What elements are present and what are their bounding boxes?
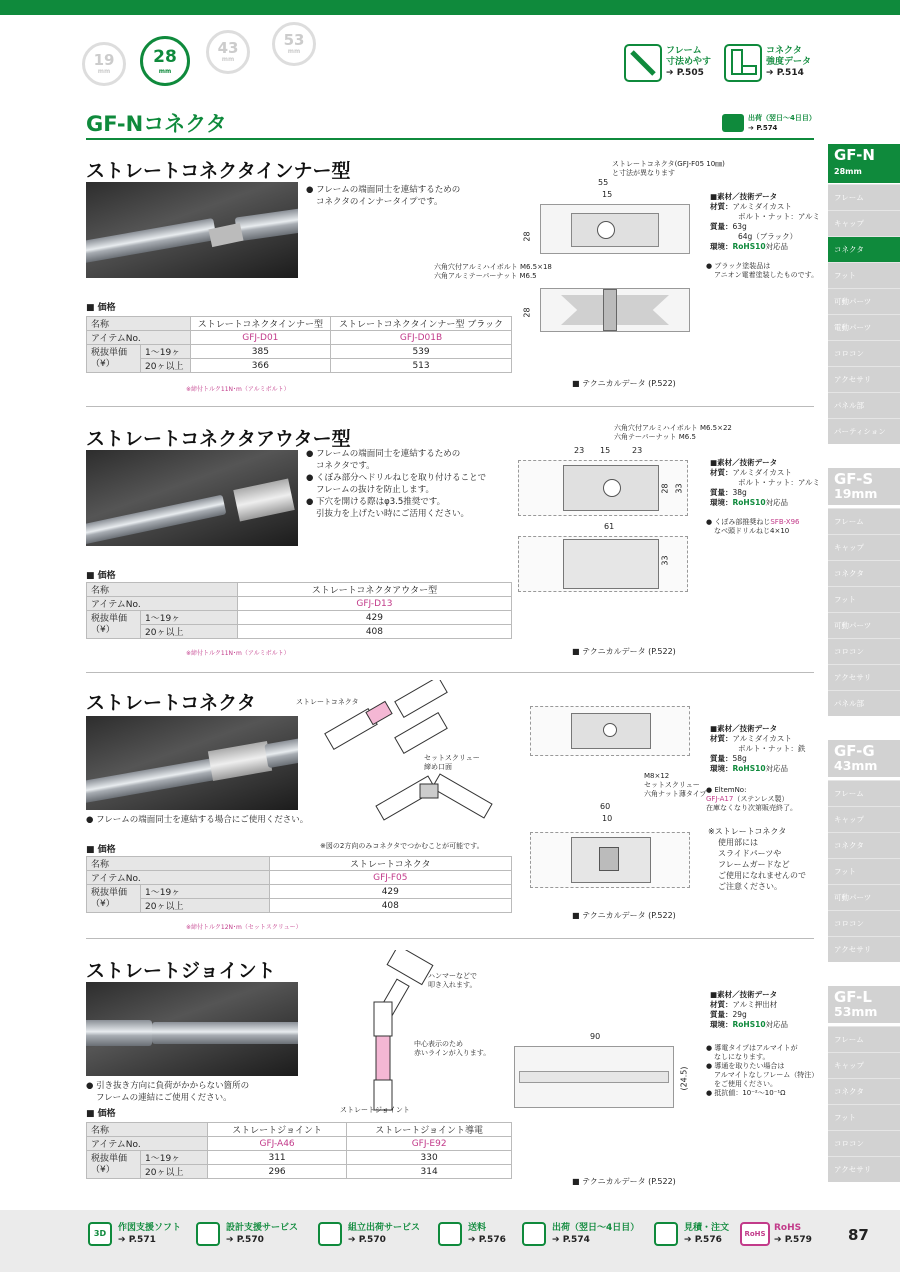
straight-connector-photo <box>86 716 298 810</box>
dim-23-a: 23 <box>574 446 585 455</box>
frame-dimension-ref[interactable]: フレーム 寸法めやす ➔ P.505 <box>666 46 712 78</box>
size-19-badge[interactable]: 19 mm <box>82 42 126 86</box>
inner-price-heading: ■ 価格 <box>86 303 116 313</box>
side-s-accessory[interactable]: アクセサリ <box>828 664 900 690</box>
page-number: 87 <box>848 1226 869 1244</box>
side-l-foot[interactable]: フット <box>828 1104 900 1130</box>
straight-assembly-figure <box>316 680 516 840</box>
inner-bolt-spec: 六角穴付アルミハイボルト M6.5×18 六角アルミテーパーナット M6.5 <box>434 263 552 280</box>
design-support-icon <box>196 1222 220 1246</box>
section-joint-title: ストレートジョイント <box>86 960 276 982</box>
straight-desc: ● フレームの端面同士を連結する場合にご使用ください。 <box>86 815 309 825</box>
section-inner-title: ストレートコネクタインナー型 <box>86 160 351 182</box>
inner-spec: ■素材／技術データ 材質：アルミダイカスト ボルト・ナット：アルミ 質量：63g 64g（ブラック） 環境：RoHS10対応品 <box>710 192 821 251</box>
dim-61: 61 <box>604 522 615 531</box>
rohs-icon: RoHS <box>740 1222 770 1246</box>
size-53-badge[interactable]: 53 mm <box>272 22 316 66</box>
inner-diag-note: ストレートコネクタ(GFJ-F05 10㎜) と寸法が異なります <box>612 160 725 177</box>
joint-desc: ● 引き抜き方向に負荷がかからない箇所の フレームの連結にご使用ください。 <box>86 1081 250 1103</box>
divider-1 <box>86 406 814 407</box>
side-g-frame[interactable]: フレーム <box>828 780 900 806</box>
straight-tech-link[interactable]: ■ テクニカルデータ (P.522) <box>572 911 676 920</box>
dim-60: 60 <box>600 802 611 811</box>
dim-33-a: 33 <box>674 483 684 494</box>
dim-55: 55 <box>598 178 609 187</box>
dim-90: 90 <box>590 1032 601 1041</box>
side-n-foot[interactable]: フット <box>828 262 900 288</box>
side-n-partition[interactable]: パーティション <box>828 418 900 444</box>
straight-joint-photo <box>86 982 298 1076</box>
side-s-moving[interactable]: 可動パーツ <box>828 612 900 638</box>
assembly-icon <box>318 1222 342 1246</box>
outer-price-heading: ■ 価格 <box>86 571 116 581</box>
side-s-cap[interactable]: キャップ <box>828 534 900 560</box>
outer-torque-note: ※締付トルク11N･m（アルミボルト） <box>186 650 290 657</box>
setscrew-label: セットスクリュー 締め口面 <box>424 754 480 771</box>
side-n-panel[interactable]: パネル部 <box>828 392 900 418</box>
footer-shipping-link[interactable]: 送料 ➔ P.576 <box>468 1223 506 1245</box>
dim-28-b: 28 <box>522 307 532 318</box>
footer-quote-link[interactable]: 見積・注文 ➔ P.576 <box>684 1223 730 1245</box>
side-g-foot[interactable]: フット <box>828 858 900 884</box>
inner-diagram-side <box>540 288 690 332</box>
side-l-connector[interactable]: コネクタ <box>828 1078 900 1104</box>
footer-assembly-link[interactable]: 組立出荷サービス ➔ P.570 <box>348 1223 421 1245</box>
section-outer-title: ストレートコネクタアウター型 <box>86 428 351 450</box>
inner-torque-note: ※締付トルク11N･m（アルミボルト） <box>186 386 290 393</box>
straight-eltem-note: ● EltemNo: GFJ-A17（ステンレス製） 在庫なくなり次第販売終了。 <box>706 786 797 812</box>
outer-spec: ■素材／技術データ 材質：アルミダイカスト ボルト・ナット：アルミ 質量：38g 環境：RoHS10対応品 <box>710 458 821 507</box>
straight-price-table: 名称 ストレートコネクタ アイテムNo. GFJ-F05 税抜単価 （¥） 1〜19ヶ 429 20ヶ以上 408 <box>86 856 512 913</box>
side-n-connector[interactable]: コネクタ <box>828 236 900 262</box>
straight-price-heading: ■ 価格 <box>86 845 116 855</box>
side-gfg-head[interactable]: GF-G 43mm <box>828 740 900 777</box>
joint-conductive-note: ● 導電タイプはアルマイトが なしになります。 ● 導通を取りたい場合は アルマイトなしフレーム（特注） をご使用ください。 ● 抵抗値：10⁻²〜10⁻¹Ω <box>706 1044 819 1097</box>
dim-28-a: 28 <box>522 231 532 242</box>
side-s-connector[interactable]: コネクタ <box>828 560 900 586</box>
footer-rohs-link[interactable]: RoHS ➔ P.579 <box>774 1223 812 1245</box>
3d-icon: 3D <box>88 1222 112 1246</box>
size-43-badge[interactable]: 43 mm <box>206 30 250 74</box>
straight-label: ストレートコネクタ <box>296 698 359 706</box>
side-gfs-head[interactable]: GF-S 19mm <box>828 468 900 505</box>
side-n-corocon[interactable]: コロコン <box>828 340 900 366</box>
outer-connector-photo <box>86 450 298 546</box>
side-s-frame[interactable]: フレーム <box>828 508 900 534</box>
inner-diagram-top <box>540 204 690 254</box>
outer-tech-link[interactable]: ■ テクニカルデータ (P.522) <box>572 647 676 656</box>
joint-spec: ■素材／技術データ 材質：アルミ押出材 質量：29g 環境：RoHS10対応品 <box>710 990 789 1029</box>
quote-order-icon <box>654 1222 678 1246</box>
outer-price-table: 名称 ストレートコネクタアウター型 アイテムNo. GFJ-D13 税抜単価 （¥） 1〜19ヶ 429 20ヶ以上 408 <box>86 582 512 639</box>
truck-icon <box>722 114 744 132</box>
side-gfg-list <box>828 780 900 962</box>
footer-design-link[interactable]: 設計支援サービス ➔ P.570 <box>226 1223 299 1245</box>
divider-2 <box>86 672 814 673</box>
inner-price-table: 名称 ストレートコネクタインナー型 ストレートコネクタインナー型 ブラック アイテムNo. GFJ-D01 GFJ-D01B 税抜単価 （¥） 1〜19ヶ 385 539 20ヶ以上 366 513 <box>86 316 512 373</box>
outer-screw-note: ● くぼみ部推奨ねじSFB-X96 なべ頭ドリルねじ4×10 <box>706 518 800 535</box>
dim-15: 15 <box>602 190 613 199</box>
outer-desc: ● フレームの端面同士を連結するための コネクタです。 ● くぼみ部分へドリルねじを取り付けることで フレームの抜けを防止します。 ● 下穴を開ける際はφ3.5推奨です。 引抜力を上げたい時にご活用ください。 <box>306 449 487 519</box>
joint-diagram <box>514 1046 674 1108</box>
side-g-accessory[interactable]: アクセサリ <box>828 936 900 962</box>
dim-28-c: 28 <box>660 483 670 494</box>
side-g-connector[interactable]: コネクタ <box>828 832 900 858</box>
page-title: GF-Nコネクタ <box>86 112 227 136</box>
connector-strength-ref[interactable]: コネクタ 強度データ ➔ P.514 <box>766 46 812 78</box>
hammer-note: ハンマーなどで 叩き入れます。 <box>428 972 477 989</box>
side-gfl-list <box>828 1026 900 1182</box>
footer-delivery-link[interactable]: 出荷（翌日〜4日目） ➔ P.574 <box>552 1223 640 1245</box>
side-g-corocon[interactable]: コロコン <box>828 910 900 936</box>
side-n-frame[interactable]: フレーム <box>828 184 900 210</box>
inner-desc: ● フレームの端面同士を連結するための コネクタのインナータイプです。 <box>306 185 461 207</box>
side-n-electric[interactable]: 電動パーツ <box>828 314 900 340</box>
straight-fig-note: ※図の2方向のみコネクタでつかむことが可能です。 <box>320 842 484 850</box>
shipping-cost-icon <box>438 1222 462 1246</box>
joint-fig-label: ストレートジョイント <box>340 1106 410 1114</box>
side-gfl-head[interactable]: GF-L 53mm <box>828 986 900 1023</box>
side-gfn-head[interactable]: GF-N 28mm <box>828 144 900 183</box>
side-l-frame[interactable]: フレーム <box>828 1026 900 1052</box>
delivery-icon <box>522 1222 546 1246</box>
joint-price-table: 名称 ストレートジョイント ストレートジョイント導電 アイテムNo. GFJ-A46 GFJ-E92 税抜単価 （¥） 1〜19ヶ 311 330 20ヶ以上 296 314 <box>86 1122 512 1179</box>
dim-15-b: 15 <box>600 446 611 455</box>
side-g-moving[interactable]: 可動パーツ <box>828 884 900 910</box>
side-n-moving[interactable]: 可動パーツ <box>828 288 900 314</box>
straight-diagram-side <box>530 832 690 888</box>
outer-bolt-spec: 六角穴付アルミハイボルト M6.5×22 六角テーパーナット M6.5 <box>614 424 732 441</box>
setscrew-spec: M8×12 セットスクリュー 六角ナット薄タイプ <box>644 772 707 798</box>
frame-dimension-icon[interactable] <box>624 44 662 82</box>
connector-strength-icon[interactable] <box>724 44 762 82</box>
side-s-corocon[interactable]: コロコン <box>828 638 900 664</box>
ship-ref[interactable]: 出荷（翌日〜4日目） ➔ P.574 <box>748 114 816 132</box>
inner-black-note: ● ブラック塗装品は アニオン電着塗装したものです。 <box>706 262 819 279</box>
straight-diagram-top <box>530 706 690 756</box>
dim-23-b: 23 <box>632 446 643 455</box>
side-s-foot[interactable]: フット <box>828 586 900 612</box>
footer-cad-link[interactable]: 作図支援ソフト ➔ P.571 <box>118 1223 182 1245</box>
dim-24-5: (24.5) <box>679 1066 689 1091</box>
inner-tech-link[interactable]: ■ テクニカルデータ (P.522) <box>572 379 676 388</box>
straight-spec: ■素材／技術データ 材質：アルミダイカスト ボルト・ナット：鉄 質量：58g 環境：RoHS10対応品 <box>710 724 806 773</box>
straight-torque-note: ※締付トルク12N･m（セットスクリュー） <box>186 924 302 931</box>
size-28-badge[interactable]: 28 mm <box>140 36 190 86</box>
red-line-note: 中心表示のため 赤いラインが入ります。 <box>414 1040 491 1057</box>
side-n-accessory[interactable]: アクセサリ <box>828 366 900 392</box>
section-straight-title: ストレートコネクタ <box>86 692 256 714</box>
straight-caution: ※ストレートコネクタ 使用部には スライドパーツや フレームガードなど ご使用になれませんので ご注意ください。 <box>708 827 806 891</box>
joint-tech-link[interactable]: ■ テクニカルデータ (P.522) <box>572 1177 676 1186</box>
side-n-cap[interactable]: キャップ <box>828 210 900 236</box>
side-g-cap[interactable]: キャップ <box>828 806 900 832</box>
side-s-panel[interactable]: パネル部 <box>828 690 900 716</box>
joint-price-heading: ■ 価格 <box>86 1109 116 1119</box>
title-rule <box>86 138 814 140</box>
dim-33-b: 33 <box>660 555 670 566</box>
inner-connector-photo <box>86 182 298 278</box>
side-gfn-list <box>828 184 900 444</box>
side-l-accessory[interactable]: アクセサリ <box>828 1156 900 1182</box>
divider-3 <box>86 938 814 939</box>
dim-10: 10 <box>602 814 613 823</box>
top-bar <box>0 0 900 15</box>
side-l-corocon[interactable]: コロコン <box>828 1130 900 1156</box>
side-l-cap[interactable]: キャップ <box>828 1052 900 1078</box>
side-gfs-list <box>828 508 900 716</box>
